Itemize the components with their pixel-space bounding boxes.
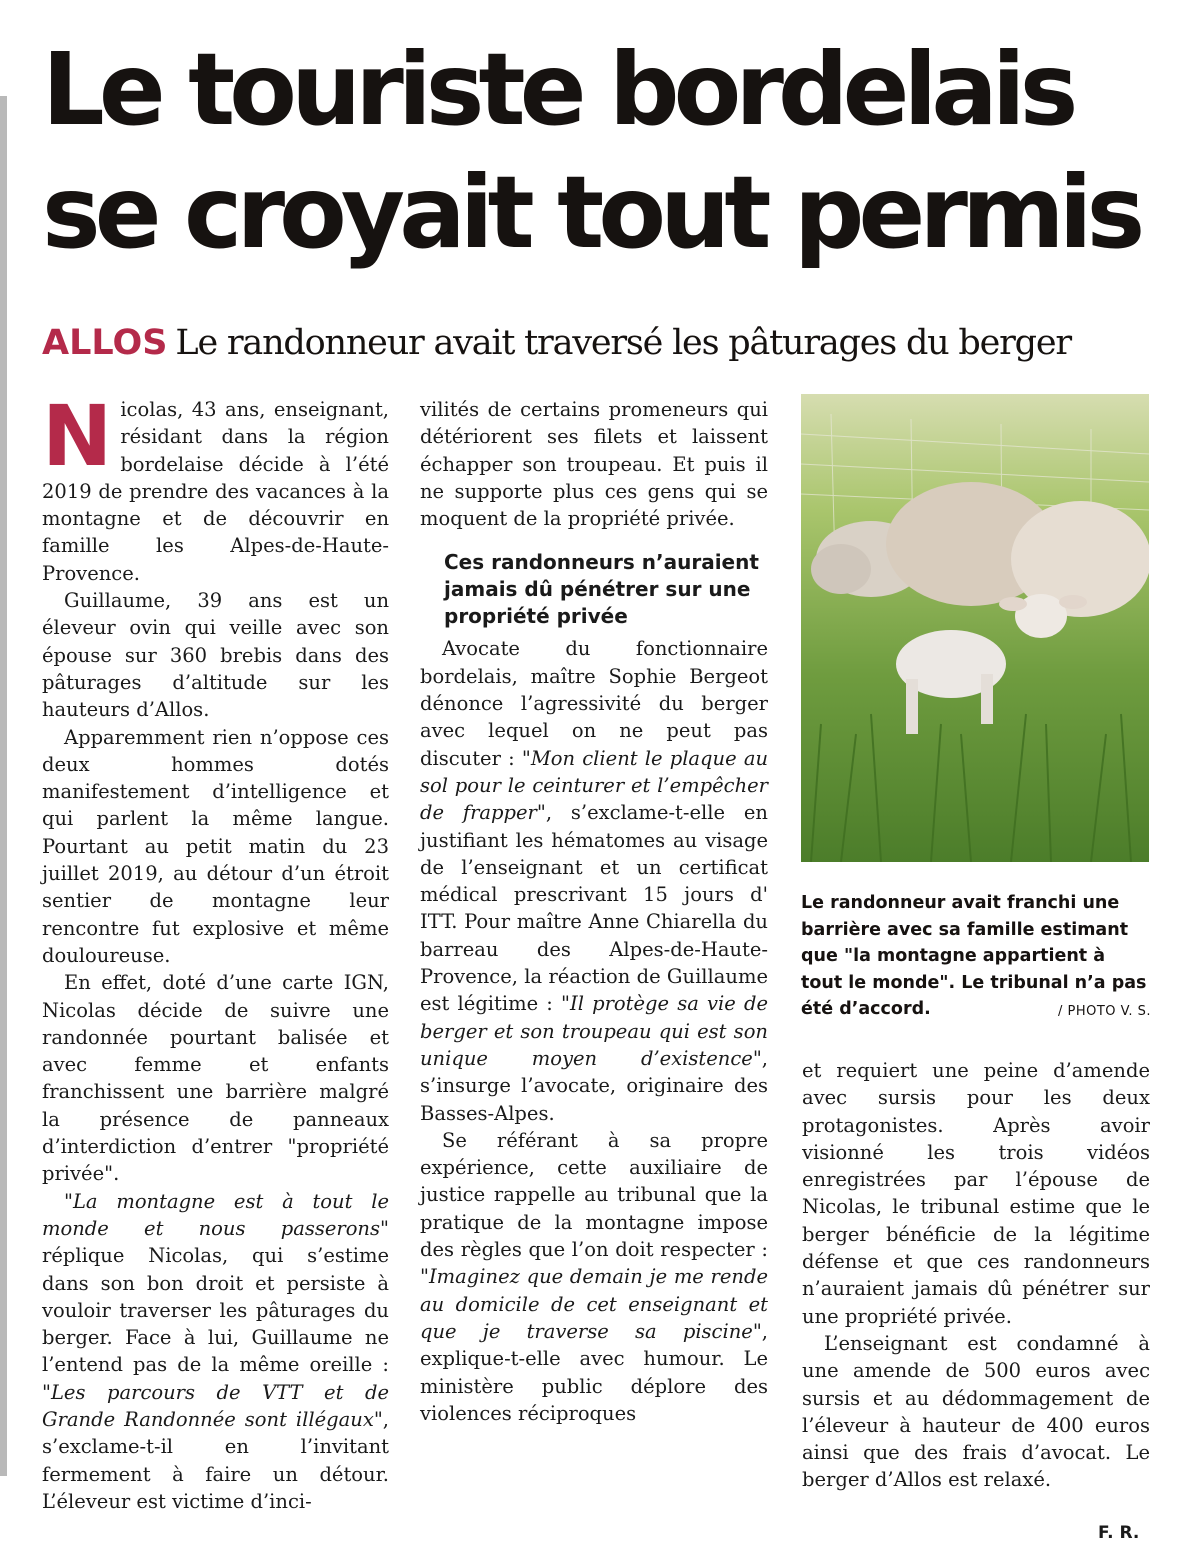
paragraph-text: ", explique-t-elle avec humour. Le ministère public déplore des violences réciproques [420,1319,768,1425]
quote: Mon client le plaque au sol pour le ceinturer et l’empêcher de frapper [420,746,769,825]
headline-line-1: Le touriste bordelais [42,31,1073,148]
paragraph: et requiert une peine d’amende avec sursis pour les deux protagonistes. Après avoir visionné les trois vidéos enregistrées par l’épouse de Nicolas, le tribunal estime que le berger bénéficie de la légitime défense et que ces randonneurs n’auraient jamais dû pénétrer sur une propriété privée. [802,1059,1150,1328]
headline-line-2: se croyait tout permis [42,154,1140,271]
paragraph-text: icolas, 43 ans, enseignant, résidant dans la région bordelaise décide à l’été 2019 de prendre des vacances à la montagne et de découvrir en famille les Alpes-de-Haute-Provence. [42,398,389,585]
caption-text: Le randonneur avait franchi une barrière avec sa famille estimant que "la montagne appartient à tout le monde". Le tribunal n’a pas été d’accord. [801,893,1147,1019]
paragraph-text: " réplique Nicolas, qui s’estime dans son bon droit et persiste à vouloir traverser les pâturages du berger. Face à lui, Guillaume ne l’entend pas de la même oreille : " [42,1216,389,1404]
quote: La montagne est à tout le monde et nous passerons [42,1189,389,1240]
paragraph [42,1188,389,1516]
location-kicker: ALLOS [42,323,168,363]
paragraph: vilités de certains promeneurs qui détériorent ses filets et laissent échapper son troupeau. Et puis il ne supporte plus ces gens qui se moquent de la propriété privée. [420,398,768,531]
headline [42,28,1145,274]
subheadline-text: Le randonneur avait traversé les pâturages du berger [175,323,1071,363]
article-column-2 [420,396,768,1427]
photo-credit: / PHOTO V. S. [1057,1004,1151,1019]
sheep-photo [801,394,1149,862]
paragraph-text: ", s’insurge l’avocate, originaire des Basses-Alpes. [420,1046,768,1125]
paragraph-text: ", s’exclame-t-elle en justifiant les hématomes au visage de l’enseignant et un certificat médical prescrivant 15 jours d' ITT. Pour maître Anne Chiarella du barreau des Alpes-de-Haute-Provence, la réaction de Guillaume est légitime : " [420,801,768,1016]
quote: Les parcours de VTT et de Grande Randonnée sont illégaux [42,1380,389,1431]
sheep-illustration [801,394,1149,862]
paragraph-text: Avocate du fonctionnaire bordelais, maître Sophie Bergeot dénonce l’agressivité du berger avec lequel on ne peut pas discuter : " [420,637,768,770]
photo-caption [801,890,1151,1026]
paragraph [420,635,768,1126]
paragraph: Apparemment rien n’oppose ces deux hommes dotés manifestement d’intelligence et qui parlent la même langue. Pourtant au petit matin du 23 juillet 2019, au détour d’un étroit sentier de montagne leur rencontre fut explosive et même douloureuse. [42,725,389,967]
drop-cap: N [42,387,113,485]
paragraph: En effet, doté d’une carte IGN, Nicolas décide de suivre une randonnée pourtant balisée et avec femme et enfants franchissent une barrière malgré la présence de panneaux d’interdiction d’entrer "propriété privée". [42,971,389,1186]
quote: Imaginez que demain je me rende au domicile de cet enseignant et que je traverse sa piscine [420,1265,768,1343]
article-column-1 [42,387,389,1515]
paragraph [420,1127,768,1427]
intertitle: Ces randonneurs n’auraient jamais dû pénétrer sur une propriété privée [444,550,759,629]
quote: Il protège sa vie de berger et son troupeau qui est son unique moyen d’existence [420,992,768,1070]
paragraph [42,387,389,587]
paragraph-text: " [64,1189,73,1213]
article-column-3 [802,1057,1150,1494]
page-edge-bar [0,96,7,1476]
paragraph-text: Se référant à sa propre expérience, cette auxiliaire de justice rappelle au tribunal que la pratique de la montagne impose des règles que l’on doit respecter : " [420,1128,768,1289]
paragraph: L’enseignant est condamné à une amende de 500 euros avec sursis et au dédommagement de l’éleveur à hauteur de 400 euros ainsi que des frais d’avocat. Le berger d’Allos est relaxé. [802,1331,1150,1492]
paragraph: Guillaume, 39 ans est un éleveur ovin qui veille avec son épouse sur 360 brebis dans des pâturages d’altitude sur les hauteurs d’Allos. [42,589,389,722]
author-signature: F. R. [1098,1523,1140,1543]
subheadline [42,318,1162,368]
paragraph-text: ", s’exclame-t-il en l’invitant fermement à faire un détour. L’éleveur est victime d’inci- [42,1407,389,1513]
